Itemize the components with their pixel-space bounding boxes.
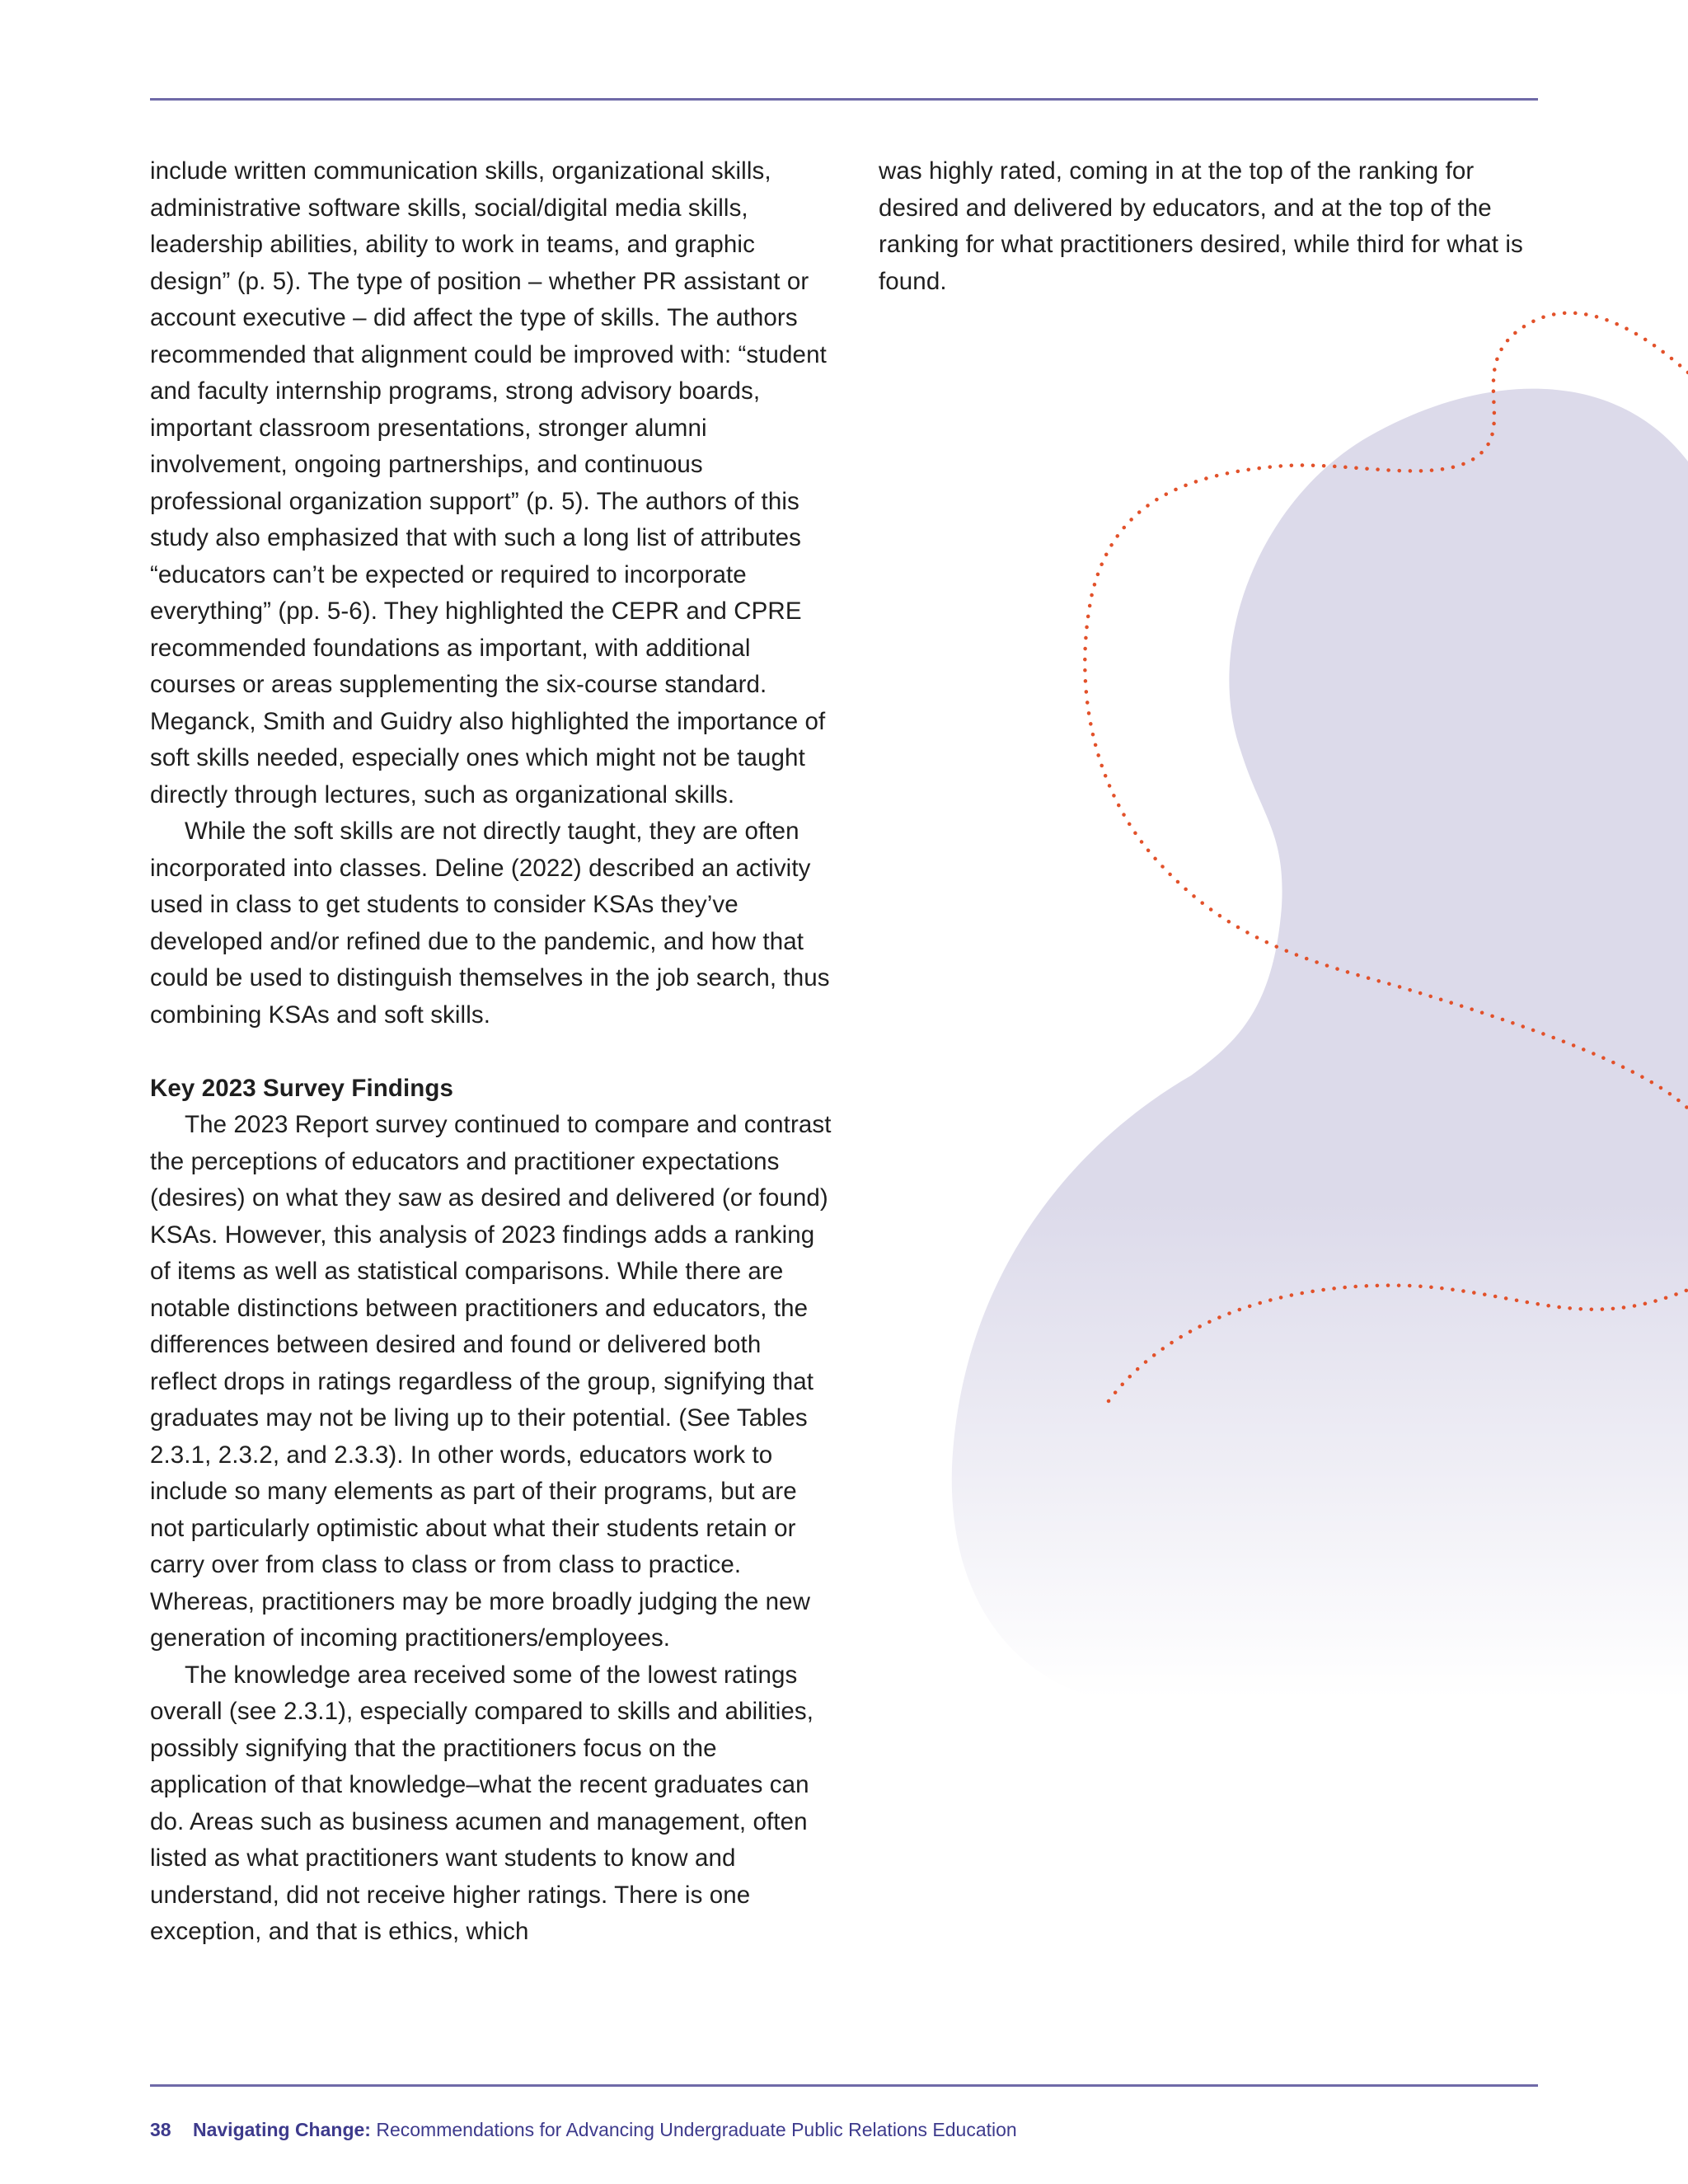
publication-title: Navigating Change: xyxy=(192,2119,371,2140)
footer-rule xyxy=(150,2084,1538,2087)
body-paragraph: include written communication skills, organizational skills, administrative software skills, social/digital media skills, leadership abilities, ability to work in teams, and graphic design” (p. 5). The type of position – whether PR assistant or account executive – did affect the type of skills. The authors recommended that alignment could be improved with: “student and faculty internship programs, strong advisory boards, important classroom presentations, stronger alumni involvement, ongoing partnerships, and continuous professional organization support” (p. 5). The authors of this study also emphasized that with such a long list of attributes “educators can’t be expected or required to incorporate everything” (pp. 5-6). They highlighted the CEPR and CPRE recommended foundations as important, with additional courses or areas supplementing the six-course standard. Meganck, Smith and Guidry also highlighted the importance of soft skills needed, especially ones which might not be taught directly through lectures, such as organizational skills. xyxy=(150,157,827,808)
body-paragraph: The 2023 Report survey continued to compare and contrast the perceptions of educators and practitioner expectations (desires) on what they saw as desired and delivered (or found) KSAs. However, this analysis of 2023 findings adds a ranking of items as well as statistical comparisons. While there are notable distinctions between practitioners and educators, the differences between desired and found or delivered both reflect drops in ratings regardless of the group, signifying that graduates may not be living up to their potential. (See Tables 2.3.1, 2.3.2, and 2.3.3). In other words, educators work to include so many elements as part of their programs, but are not particularly optimistic about what their students retain or carry over from class to class or from class to practice. Whereas, practitioners may be more broadly judging the new generation of incoming practitioners/employees. xyxy=(150,1111,832,1652)
header-rule xyxy=(150,98,1538,101)
section-heading: Key 2023 Survey Findings xyxy=(150,1074,454,1102)
page-footer xyxy=(150,2116,1017,2143)
decorative-blob-shape xyxy=(952,389,1688,1698)
publication-subtitle: Recommendations for Advancing Undergraduate Public Relations Education xyxy=(376,2119,1017,2140)
right-text-column xyxy=(879,153,1538,300)
body-paragraph: The knowledge area received some of the lowest ratings overall (see 2.3.1), especially compared to skills and abilities, possibly signifying that the practitioners focus on the application of that knowledge–what the recent graduates can do. Areas such as business acumen and management, often listed as what practitioners want students to know and understand, did not receive higher ratings. There is one exception, and that is ethics, which xyxy=(150,1661,814,1945)
decorative-dotted-line-upper xyxy=(1085,313,1688,1108)
decorative-dotted-line-lower xyxy=(1109,1286,1688,1401)
left-text-column xyxy=(150,153,834,1951)
body-paragraph: was highly rated, coming in at the top of the ranking for desired and delivered by educators, and at the top of the ranking for what practitioners desired, while third for what is found. xyxy=(879,157,1523,295)
page-number: 38 xyxy=(150,2119,171,2140)
body-paragraph: While the soft skills are not directly taught, they are often incorporated into classes. Deline (2022) described an activity used in class to get students to consider KSAs they’ve developed and/or refined due to the pandemic, and how that could be used to distinguish themselves in the job search, thus combining KSAs and soft skills. xyxy=(150,818,830,1029)
